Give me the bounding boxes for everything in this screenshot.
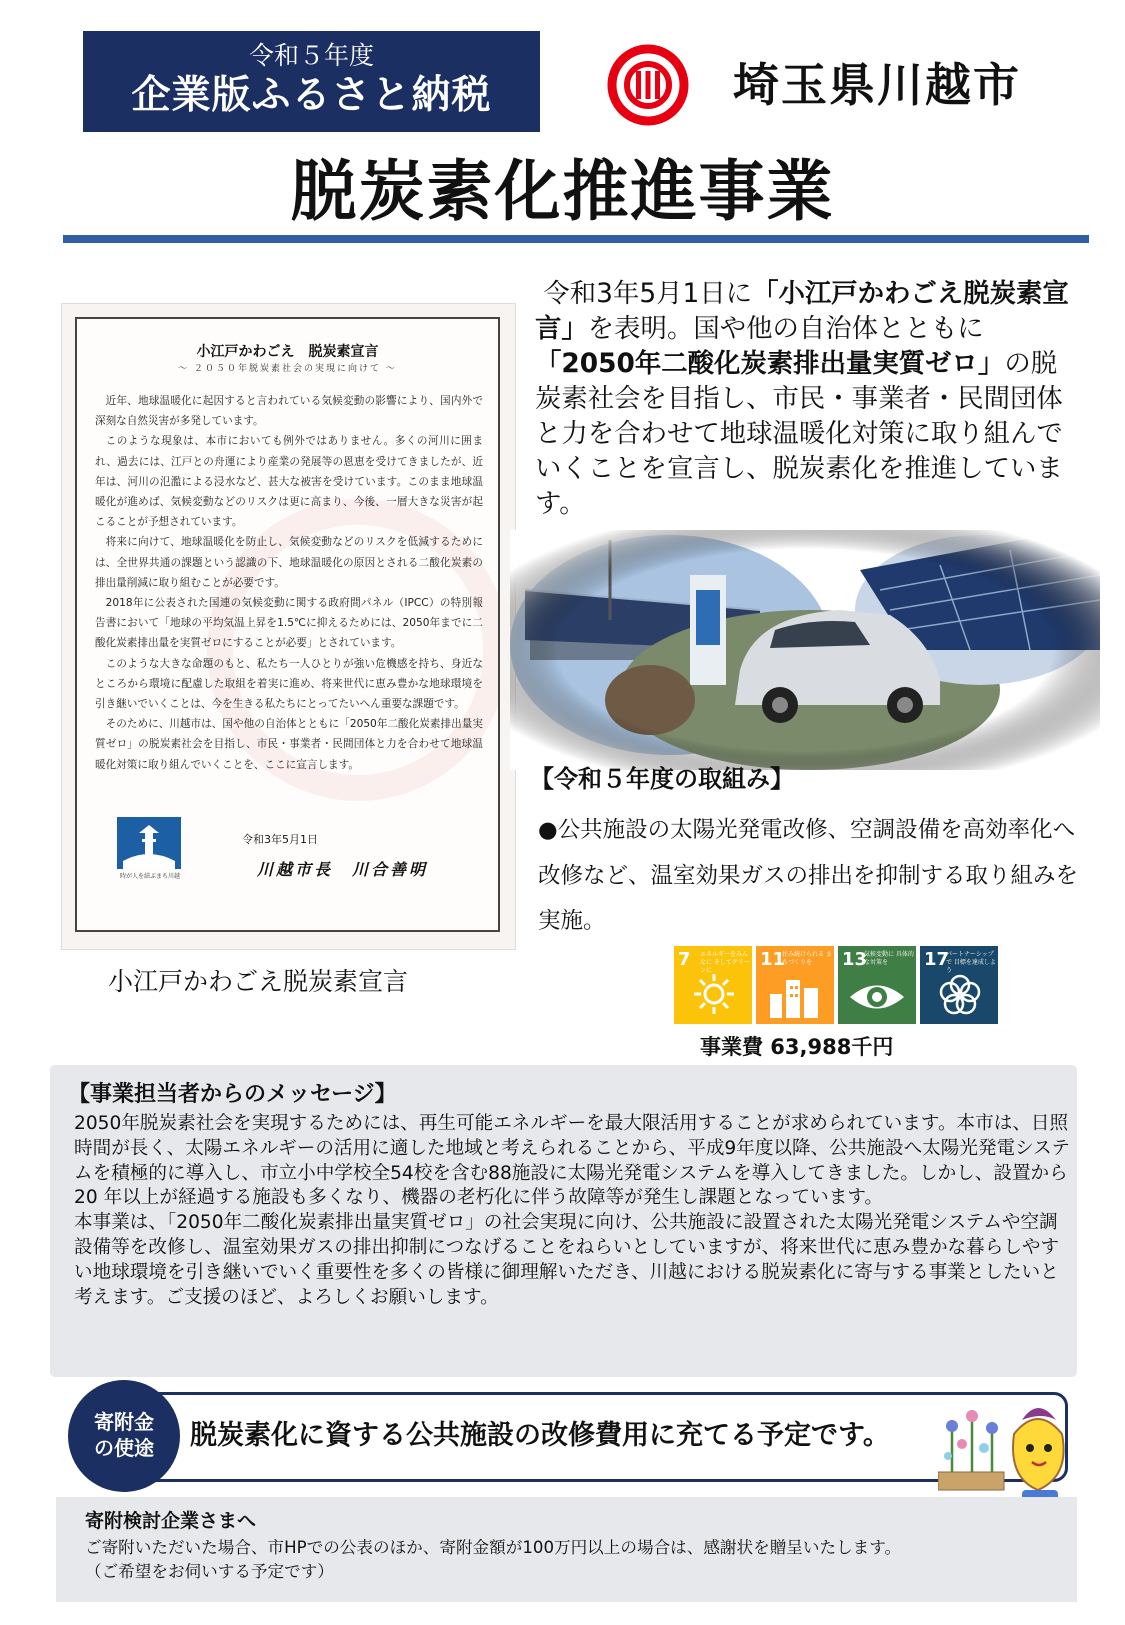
sdg-11-icon: [756, 946, 834, 1024]
usage-label-line2: の使途: [94, 1436, 154, 1460]
donor-notice-line: （ご希望をお伺いする予定です）: [85, 1562, 334, 1581]
declaration-date: 令和3年5月1日: [242, 833, 318, 846]
sdg-text: 気候変動に 具体的な対策を: [864, 951, 914, 966]
declaration-paragraph: このような大きな命題のもと、私たち一人ひとりが強い危機感を持ち、身近なところから環境に配慮した取組を着実に進め、将来世代に恵み豊かな地球環境を引き継いでいくことは、今を生きる私たちにとってたいへん重要な課題です。: [95, 657, 483, 711]
sdg-text: パートナーシップで 目標を達成しよう: [946, 951, 996, 974]
sdg-7-icon: [674, 946, 752, 1024]
message-paragraph: 2050年脱炭素社会を実現するためには、再生可能エネルギーを最大限活用することが求められています。本市は、日照時間が長く、太陽エネルギーの活用に適した地域と考えられることから、平成9年度以降、公共施設へ太陽光発電システムを積極的に導入し、市立小中学校全54校を含む88施設に太陽光発電システムを導入してきました。しかし、設置から20 年以上が経過する施設も多くなり、機器の老朽化に伴う故障等が発生し課題となっています。: [74, 1113, 1070, 1209]
title-divider: [63, 235, 1089, 243]
emblem-caption: 時が人を結ぶまち川越: [119, 873, 180, 880]
sdg-number: 7: [678, 949, 691, 970]
declaration-paragraph: このような現象は、本市においても例外ではありません。多くの河川に囲まれ、過去には、江戸との舟運により産業の発展等の恩恵を受けてきましたが、近年は、河川の氾濫による浸水など、甚大な被害を受けています。このまま地球温暖化が進めば、気候変動などのリスクは更に高まり、今後、一層大きな災害が起こることが予想されています。: [95, 435, 483, 529]
city-emblem-icon: [607, 44, 689, 126]
city-name: 埼玉県川越市: [733, 58, 1021, 112]
donor-notice-heading: 寄附検討企業さまへ: [85, 1510, 257, 1532]
declaration-document: [75, 317, 500, 932]
usage-text: 脱炭素化に資する公共施設の改修費用に充てる予定です。: [190, 1420, 890, 1451]
sdg-17-icon: [920, 946, 998, 1024]
kawagoe-emblem-icon: [117, 817, 181, 869]
declaration-body: [95, 391, 483, 775]
earth-eye-icon: [848, 980, 906, 1014]
sdg-number: 17: [924, 949, 950, 970]
intro-text-1: 令和3年5月1日に: [543, 278, 753, 309]
mascot-illustration: [938, 1398, 1078, 1510]
program-badge: [83, 31, 540, 132]
sdg-text: エネルギーをみんなに そしてクリーンに: [700, 951, 750, 974]
message-body: [74, 1112, 1074, 1310]
sdg-number: 11: [760, 949, 786, 970]
message-paragraph: 本事業は、「2050年二酸化炭素排出量実質ゼロ」の社会実現に向け、公共施設に設置された太陽光発電システムや空調設備等を改修し、温室効果ガスの排出抑制につなげることをねらいとしていますが、将来世代に恵み豊かな暮らしやすい地球環境を引き継いでいく重要性を多くの皆様に御理解いただき、川越における脱炭素化に寄与する事業としたいと考えます。ご支援のほど、よろしくお願いします。: [74, 1212, 1060, 1308]
mayor-signature: 川越市長 川合善明: [257, 860, 429, 879]
initiatives-heading: 【令和５年度の取組み】: [530, 765, 794, 793]
sun-icon: [694, 974, 734, 1014]
declaration-paragraph: そのために、川越市は、国や他の自治体とともに「2050年二酸化炭素排出量実質ゼロ」の脱炭素社会を目指し、市民・事業者・民間団体と力を合わせて地球温暖化対策に取り組んでいくことを、ここに宣言します。: [95, 718, 483, 771]
program-name: 企業版ふるさと納税: [131, 73, 492, 118]
declaration-caption: 小江戸かわごえ脱炭素宣言: [108, 967, 409, 996]
intro-text-3: の脱炭素社会を目指し、市民・事業者・民間団体と力を合わせて地球温暖化対策に取り組んでいくことを宣言し、脱炭素化を推進しています。: [535, 348, 1063, 519]
city-buildings-icon: [768, 976, 822, 1018]
donor-notice-body: [85, 1536, 901, 1584]
intro-text: [535, 276, 1083, 521]
intro-text-2: を表明。国や他の自治体とともに: [587, 313, 984, 344]
zero-carbon-goal: 「2050年二酸化炭素排出量実質ゼロ」: [535, 348, 1005, 379]
declaration-title: 小江戸かわごえ 脱炭素宣言: [196, 344, 379, 360]
sdg-number: 13: [842, 949, 868, 970]
declaration-paragraph: 将来に向けて、地球温暖化を防止し、気候変動などのリスクを低減するためには、全世界共通の課題という認識の下、地球温暖化の原因とされる二酸化炭素の排出量削減に取り組むことが必要です。: [95, 536, 483, 589]
solar-ev-photo: [510, 530, 1100, 770]
partnership-flower-icon: [939, 974, 981, 1016]
initiatives-bullet: ●公共施設の太陽光発電改修、空調設備を高効率化へ改修など、温室効果ガスの排出を抑制する取り組みを実施。: [538, 817, 1079, 934]
declaration-paragraph: 近年、地球温暖化に起因すると言われている気候変動の影響により、国内外で深刻な自然災害が多発しています。: [95, 395, 483, 428]
page-title: 脱炭素化推進事業: [290, 153, 835, 230]
project-cost: 事業費 63,988千円: [700, 1035, 894, 1059]
usage-label-badge: [68, 1380, 180, 1492]
declaration-paragraph: 2018年に公表された国連の気候変動に関する政府間パネル（IPCC）の特別報告書において「地球の平均気温上昇を1.5℃に抑えるためには、2050年までに二酸化炭素排出量を実質ゼロにすることが必要」とされています。: [95, 597, 483, 650]
sdg-13-icon: [838, 946, 916, 1024]
declaration-subtitle: ～ ２０５０年脱炭素社会の実現に向けて ～: [178, 364, 397, 374]
usage-label-line1: 寄附金: [94, 1410, 154, 1434]
sdg-text: 住み続けられる まちづくりを: [782, 951, 832, 966]
donor-notice-line: ご寄附いただいた場合、市HPでの公表のほか、寄附金額が100万円以上の場合は、感謝状を贈呈いたします。: [85, 1538, 902, 1557]
fiscal-year: 令和５年度: [248, 41, 374, 70]
declaration-name: 「小江戸かわごえ脱炭素宣言」: [535, 278, 1069, 344]
message-heading: 【事業担当者からのメッセージ】: [68, 1082, 397, 1107]
